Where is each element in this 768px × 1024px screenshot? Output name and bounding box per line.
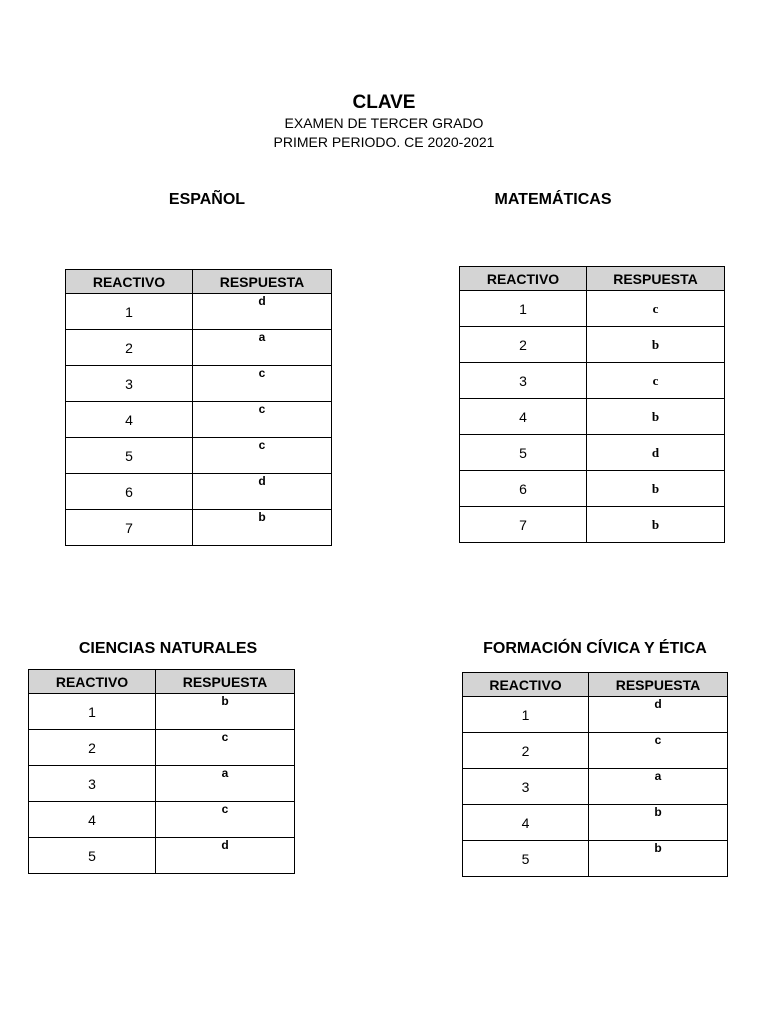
table-row — [460, 291, 725, 327]
column-header-respuesta: RESPUESTA — [156, 670, 295, 694]
item-number: 7 — [66, 510, 193, 546]
answer-letter: c — [193, 438, 332, 474]
item-number: 3 — [29, 766, 156, 802]
answer-letter: b — [587, 399, 725, 435]
column-header-reactivo: REACTIVO — [66, 270, 193, 294]
column-header-reactivo: REACTIVO — [463, 673, 589, 697]
section-heading-espanol: ESPAÑOL — [168, 191, 246, 208]
table-row — [29, 766, 295, 802]
answer-letter: c — [156, 730, 295, 766]
section-heading-ciencias-naturales: CIENCIAS NATURALES — [78, 640, 258, 657]
column-header-respuesta: RESPUESTA — [587, 267, 725, 291]
table-row — [29, 838, 295, 874]
item-number: 4 — [29, 802, 156, 838]
table-row — [66, 402, 332, 438]
table-row — [460, 399, 725, 435]
item-number: 2 — [66, 330, 193, 366]
period-subtitle: PRIMER PERIODO. CE 2020-2021 — [273, 134, 495, 150]
item-number: 3 — [460, 363, 587, 399]
table-row — [463, 841, 728, 877]
item-number: 4 — [463, 805, 589, 841]
table-row — [29, 802, 295, 838]
item-number: 1 — [463, 697, 589, 733]
answer-letter: b — [587, 327, 725, 363]
table-row — [66, 438, 332, 474]
table-row — [463, 769, 728, 805]
item-number: 5 — [460, 435, 587, 471]
column-header-reactivo: REACTIVO — [460, 267, 587, 291]
item-number: 5 — [463, 841, 589, 877]
answer-letter: b — [587, 507, 725, 543]
answer-letter: b — [156, 694, 295, 730]
answer-letter: c — [587, 363, 725, 399]
item-number: 1 — [66, 294, 193, 330]
answer-table-ciencias-naturales — [28, 669, 295, 874]
item-number: 2 — [463, 733, 589, 769]
table-row — [460, 507, 725, 543]
item-number: 3 — [463, 769, 589, 805]
column-header-reactivo: REACTIVO — [29, 670, 156, 694]
item-number: 4 — [66, 402, 193, 438]
item-number: 6 — [460, 471, 587, 507]
answer-table-formacion-civica — [462, 672, 728, 877]
answer-letter: b — [193, 510, 332, 546]
item-number: 2 — [29, 730, 156, 766]
answer-letter: b — [589, 841, 728, 877]
answer-letter: c — [193, 402, 332, 438]
table-row — [460, 327, 725, 363]
item-number: 4 — [460, 399, 587, 435]
answer-table-matematicas — [459, 266, 725, 543]
column-header-respuesta: RESPUESTA — [589, 673, 728, 697]
answer-letter: d — [589, 697, 728, 733]
answer-letter: a — [156, 766, 295, 802]
table-row — [66, 366, 332, 402]
table-row — [463, 697, 728, 733]
table-row — [463, 805, 728, 841]
answer-letter: d — [193, 294, 332, 330]
item-number: 5 — [66, 438, 193, 474]
table-row — [66, 474, 332, 510]
answer-letter: b — [587, 471, 725, 507]
table-row — [29, 694, 295, 730]
table-row — [463, 733, 728, 769]
answer-letter: d — [193, 474, 332, 510]
answer-letter: c — [587, 291, 725, 327]
item-number: 6 — [66, 474, 193, 510]
table-row — [66, 330, 332, 366]
answer-letter: d — [156, 838, 295, 874]
table-row — [460, 435, 725, 471]
item-number: 3 — [66, 366, 193, 402]
section-heading-formacion-civica: FORMACIÓN CÍVICA Y ÉTICA — [483, 640, 707, 657]
answer-letter: c — [589, 733, 728, 769]
exam-subtitle: EXAMEN DE TERCER GRADO — [284, 115, 484, 131]
table-row — [66, 510, 332, 546]
item-number: 2 — [460, 327, 587, 363]
item-number: 1 — [29, 694, 156, 730]
answer-letter: c — [193, 366, 332, 402]
answer-letter: a — [193, 330, 332, 366]
table-row — [460, 471, 725, 507]
answer-letter: c — [156, 802, 295, 838]
table-row — [460, 363, 725, 399]
answer-letter: a — [589, 769, 728, 805]
item-number: 1 — [460, 291, 587, 327]
item-number: 5 — [29, 838, 156, 874]
answer-table-espanol — [65, 269, 332, 546]
answer-letter: b — [589, 805, 728, 841]
section-heading-matematicas: MATEMÁTICAS — [494, 191, 612, 208]
item-number: 7 — [460, 507, 587, 543]
column-header-respuesta: RESPUESTA — [193, 270, 332, 294]
table-row — [66, 294, 332, 330]
page-title: CLAVE — [352, 92, 416, 113]
answer-letter: d — [587, 435, 725, 471]
table-row — [29, 730, 295, 766]
